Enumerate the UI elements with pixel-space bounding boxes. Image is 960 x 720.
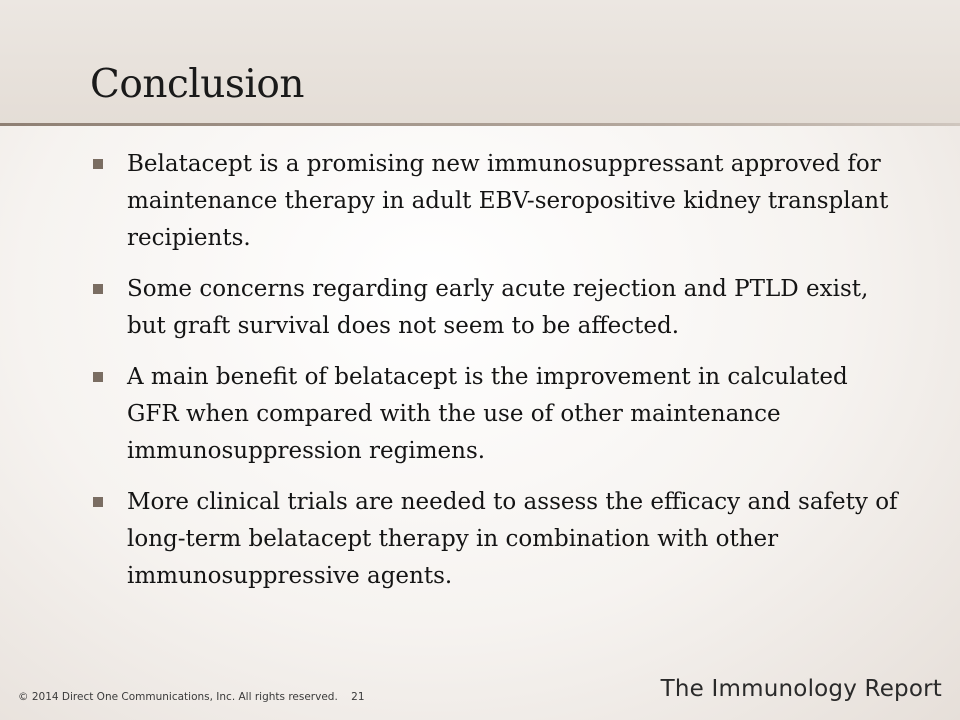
square-bullet-icon xyxy=(93,497,103,507)
bullet-item xyxy=(92,359,902,470)
page-number: 21 xyxy=(351,691,365,703)
footer-copyright xyxy=(18,691,365,703)
bullet-text: Some concerns regarding early acute rejection and PTLD exist, but graft survival does not seem to be affected. xyxy=(127,276,869,339)
bullet-item xyxy=(92,146,902,257)
slide-title: Conclusion xyxy=(90,62,304,107)
copyright-text: © 2014 Direct One Communications, Inc. All rights reserved. xyxy=(18,691,338,703)
title-divider xyxy=(0,123,960,126)
bullet-item xyxy=(92,484,902,595)
brand-logo-text: The Immunology Report xyxy=(660,676,942,702)
bullet-list xyxy=(92,146,902,609)
bullet-text: More clinical trials are needed to assess the efficacy and safety of long-term belatacept therapy in combination with other immunosuppressive agents. xyxy=(127,489,898,589)
square-bullet-icon xyxy=(93,372,103,382)
bullet-item xyxy=(92,271,902,345)
square-bullet-icon xyxy=(93,284,103,294)
bullet-text: Belatacept is a promising new immunosuppressant approved for maintenance therapy in adult EBV-seropositive kidney transplant recipients. xyxy=(127,151,889,251)
bullet-text: A main benefit of belatacept is the improvement in calculated GFR when compared with the use of other maintenance immunosuppression regimens. xyxy=(127,364,848,464)
square-bullet-icon xyxy=(93,159,103,169)
